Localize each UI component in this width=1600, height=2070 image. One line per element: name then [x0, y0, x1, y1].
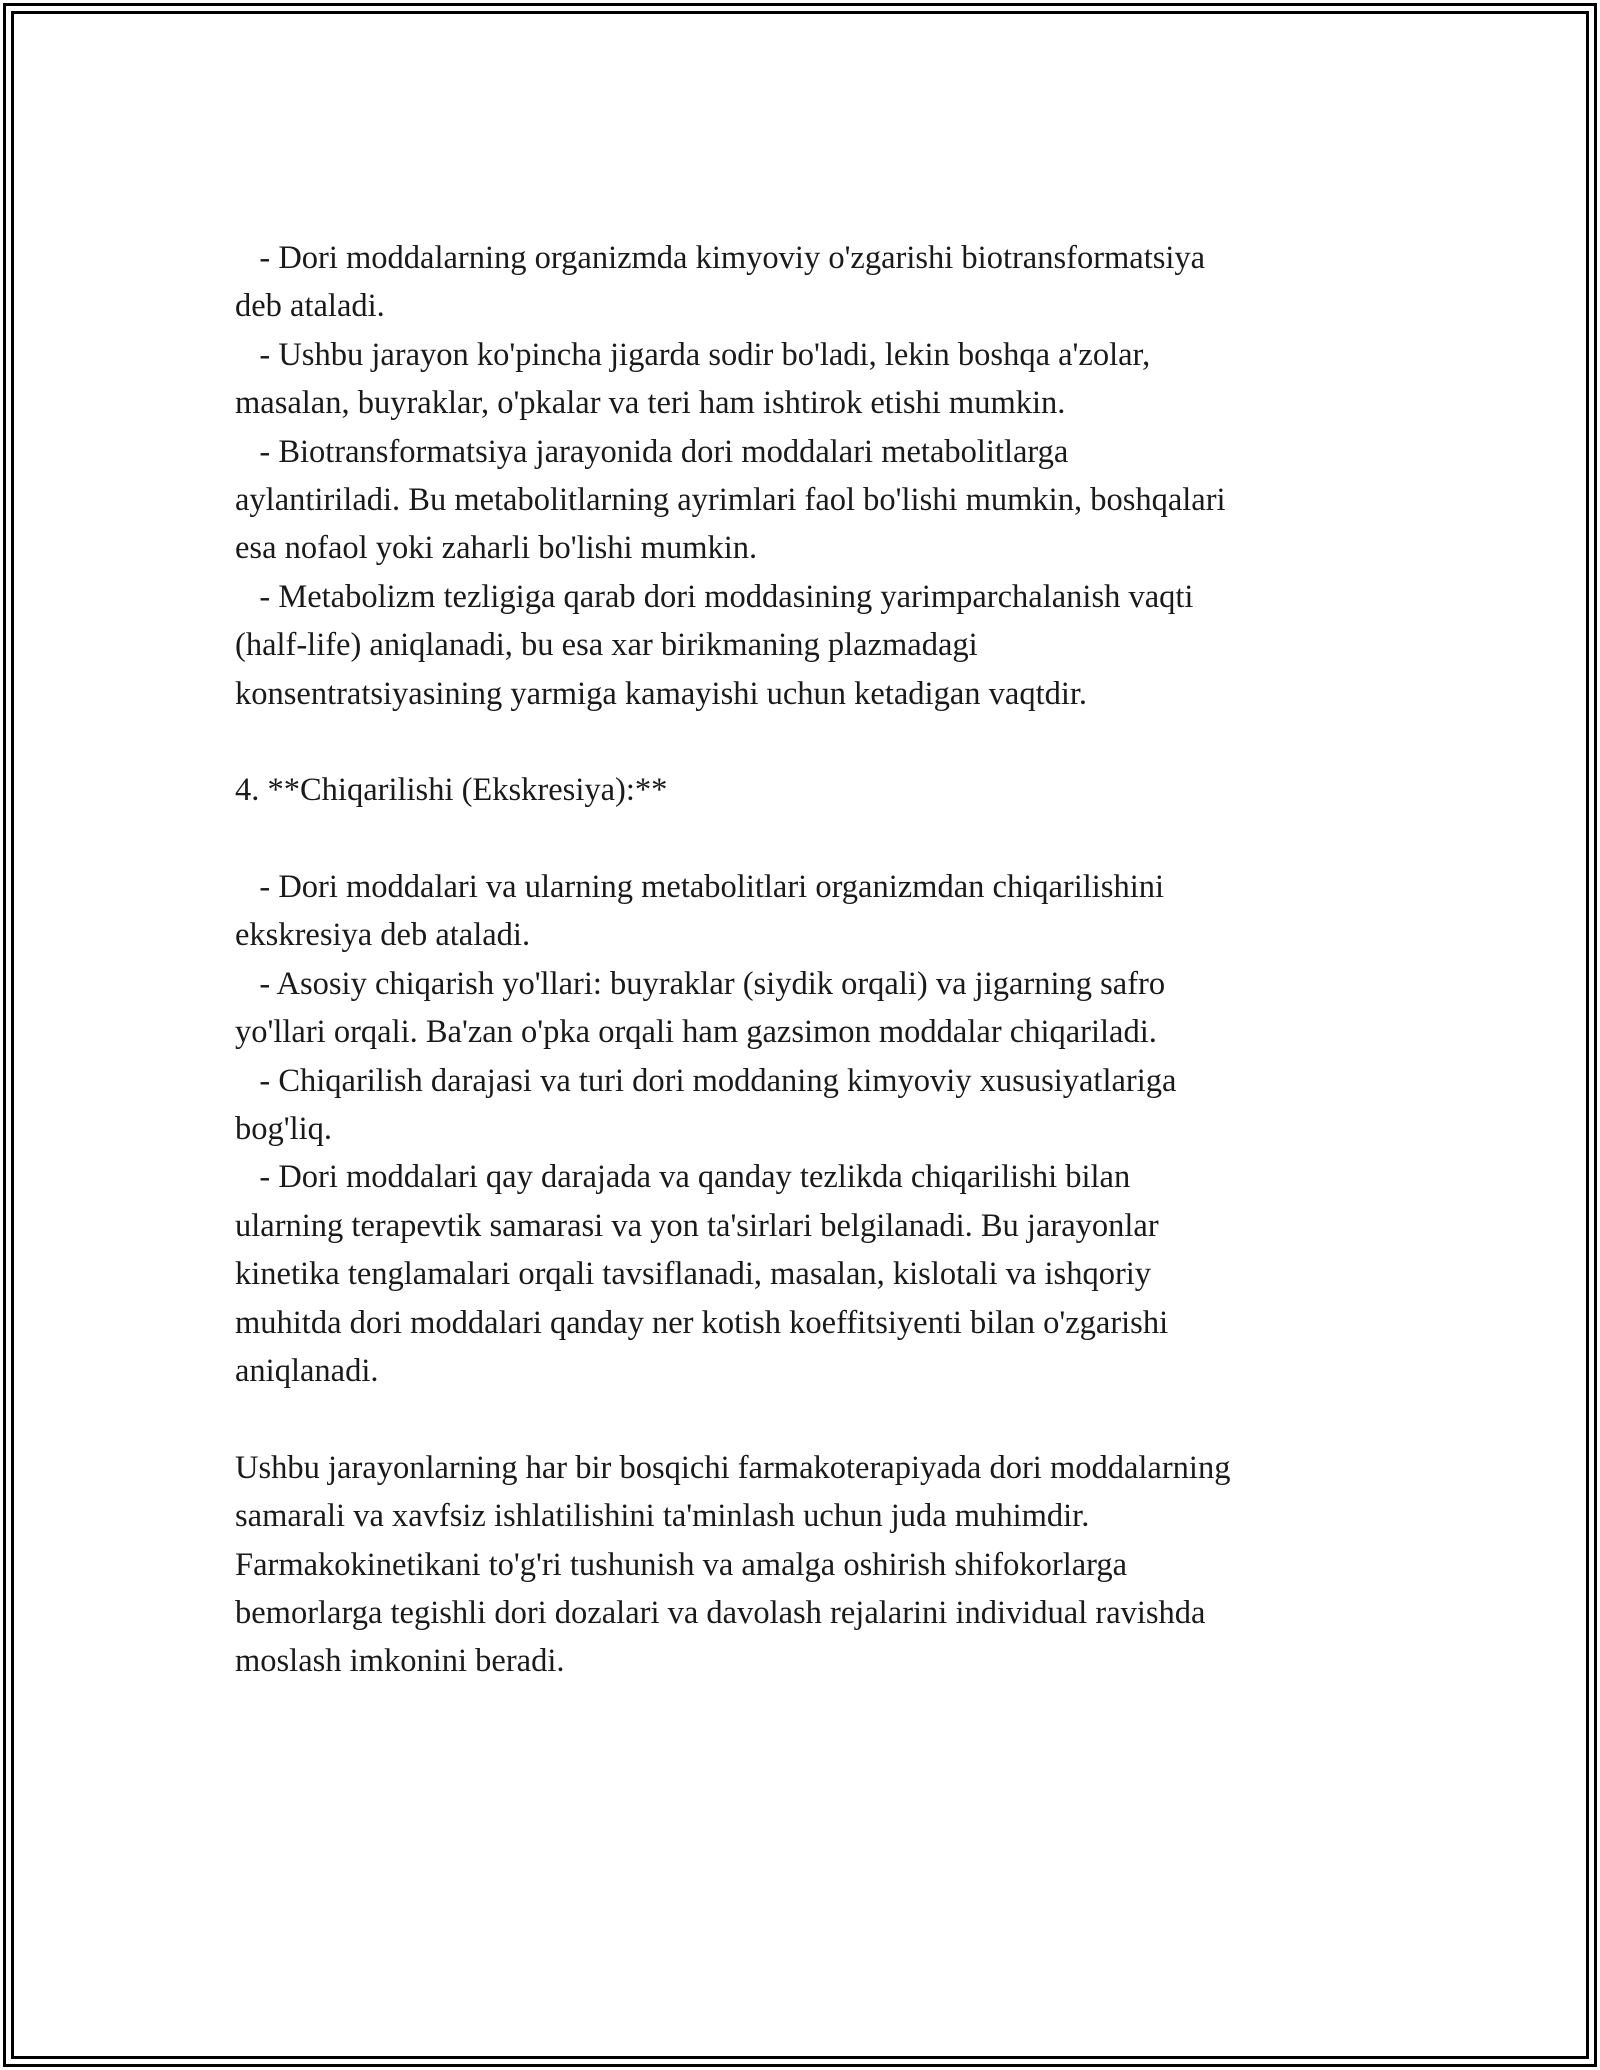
- text-line: yo'llari orqali. Ba'zan o'pka orqali ham gazsimon moddalar chiqariladi.: [235, 1014, 1157, 1051]
- blank-line: [235, 1395, 1370, 1443]
- text-line: - Dori moddalarning organizmda kimyoviy o'zgarishi biotransformatsiya: [235, 240, 1206, 276]
- text-line: esa nofaol yoki zaharli bo'lishi mumkin.: [235, 530, 758, 567]
- text-line: - Chiqarilish darajasi va turi dori moddaning kimyoviy xususiyatlariga: [235, 1062, 1177, 1099]
- text-line: bog'liq.: [235, 1111, 333, 1148]
- document-body: [235, 234, 1370, 1686]
- text-line: (half-life) aniqlanadi, bu esa xar birikmaning plazmadagi: [235, 627, 978, 664]
- text-line: - Ushbu jarayon ko'pincha jigarda sodir bo'ladi, lekin boshqa a'zolar,: [235, 336, 1151, 373]
- text-line: Ushbu jarayonlarning har bir bosqichi farmakoterapiyada dori moddalarning: [235, 1449, 1231, 1486]
- text-line: samarali va xavfsiz ishlatilishini ta'minlash uchun juda muhimdir.: [235, 1498, 1090, 1535]
- text-line: aniqlanadi.: [235, 1352, 379, 1389]
- section-heading: 4. **Chiqarilishi (Ekskresiya):**: [235, 772, 668, 809]
- text-line: bemorlarga tegishli dori dozalari va davolash rejalarini individual ravishda: [235, 1594, 1206, 1631]
- text-line: moslash imkonini beradi.: [235, 1643, 565, 1680]
- blank-line: [235, 815, 1370, 863]
- text-line: kinetika tenglamalari orqali tavsiflanadi, masalan, kislotali va ishqoriy: [235, 1256, 1152, 1293]
- text-line: ekskresiya deb ataladi.: [235, 917, 531, 954]
- text-line: - Dori moddalari qay darajada va qanday tezlikda chiqarilishi bilan: [235, 1159, 1131, 1196]
- text-line: muhitda dori moddalari qanday ner kotish koeffitsiyenti bilan o'zgarishi: [235, 1304, 1169, 1341]
- text-line: masalan, buyraklar, o'pkalar va teri ham ishtirok etishi mumkin.: [235, 385, 1066, 422]
- text-line: - Dori moddalari va ularning metabolitlari organizmdan chiqarilishini: [235, 869, 1165, 906]
- text-line: - Asosiy chiqarish yo'llari: buyraklar (siydik orqali) va jigarning safro: [235, 965, 1166, 1002]
- text-line: - Metabolizm tezligiga qarab dori moddasining yarimparchalanish vaqti: [235, 578, 1194, 615]
- text-line: aylantiriladi. Bu metabolitlarning ayrimlari faol bo'lishi mumkin, boshqalari: [235, 481, 1226, 518]
- text-line: - Biotransformatsiya jarayonida dori moddalari metabolitlarga: [235, 433, 1069, 470]
- text-line: deb ataladi.: [235, 288, 385, 325]
- text-line: ularning terapevtik samarasi va yon ta'sirlari belgilanadi. Bu jarayonlar: [235, 1207, 1159, 1244]
- blank-line: [235, 718, 1370, 766]
- text-line: Farmakokinetikani to'g'ri tushunish va amalga oshirish shifokorlarga: [235, 1546, 1128, 1583]
- text-line: konsentratsiyasining yarmiga kamayishi uchun ketadigan vaqtdir.: [235, 675, 1088, 712]
